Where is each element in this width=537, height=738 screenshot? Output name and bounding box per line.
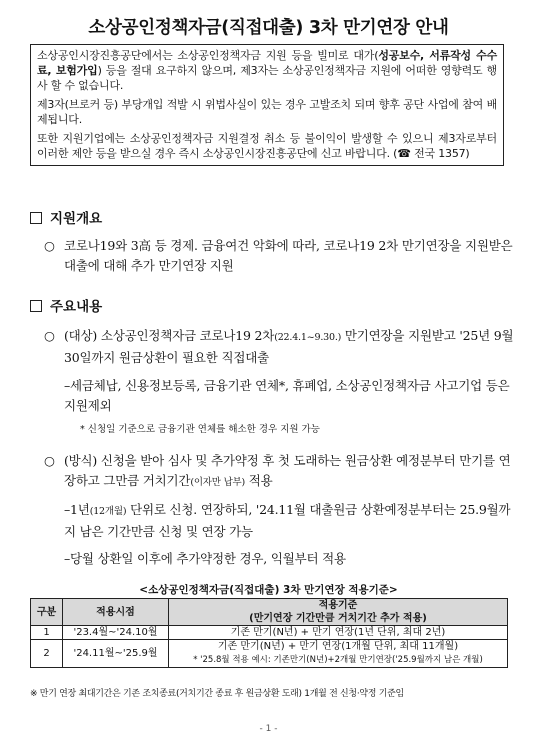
- section-heading-label: 주요내용: [50, 299, 103, 315]
- row-criteria: [169, 640, 508, 668]
- table-footnote: ※ 만기 연장 최대기간은 기존 조치종료(거치기간 종료 후 원금상환 도래) 1개월 전 신청·약정 기준임: [30, 689, 404, 699]
- method-text-part: (방식) 신청을 받아 심사 및 추가약정 후 첫 도래하는 원금상환 예정분부터 만기를 연장하고 그만큼 거치기간: [64, 453, 511, 488]
- notice-paragraph-2: 제3자(브로커 등) 부당개입 적발 시 위법사실이 있는 경우 고발조치 되며 향후 공단 사업에 참여 배제됩니다.: [37, 98, 497, 126]
- checkbox-square-icon: [30, 300, 42, 312]
- target-period: (22.4.1~9.30.): [274, 332, 342, 343]
- target-text-part: 만기연장을 지원받고 '25년 9월 30일까지 원금상환이 필요한 직접대출: [64, 328, 514, 365]
- method-text-part: 적용: [245, 473, 273, 488]
- header-criteria: [169, 599, 508, 626]
- notice-text: ) 등을 절대 요구하지 않으며, 제3자는 소상공인정책자금 지원에 어떠한 영향력도 행사 할 수 없습니다.: [37, 64, 497, 92]
- table-row: [31, 640, 508, 668]
- header-criteria-subtitle: (만기연장 기간만큼 거치기간 추가 적용): [249, 613, 427, 624]
- notice-bold-fees: 성공보수, 서류작성 수수료, 보험가입: [37, 49, 497, 77]
- table-row: [31, 626, 508, 640]
- overview-bullet: ○: [44, 238, 55, 253]
- method-text: [64, 451, 516, 493]
- method-bullet: ○: [44, 453, 55, 468]
- row-criteria: 기존 만기(N년) + 만기 연장(1년 단위, 최대 2년): [169, 626, 508, 640]
- warning-notice-box: [30, 44, 504, 166]
- section-heading-overview: [30, 207, 102, 227]
- criteria-table: [30, 598, 508, 668]
- section-heading-details: [30, 295, 102, 315]
- target-exclusion: –세금체납, 신용정보등록, 금융기관 연체*, 휴폐업, 소상공인정책자금 사고기업 등은 지원제외: [64, 378, 510, 413]
- phone-icon: ☎: [397, 147, 411, 160]
- method-detail-2: –당월 상환일 이후에 추가약정한 경우, 익월부터 적용: [64, 551, 346, 566]
- page-number: - 1 -: [259, 724, 278, 734]
- section-heading-label: 지원개요: [50, 211, 103, 227]
- row-period: '23.4월~'24.10월: [63, 626, 169, 640]
- target-text-part: (대상) 소상공인정책자금 코로나19 2차: [64, 328, 275, 343]
- row-number: 2: [31, 640, 63, 668]
- method-detail-small: (12개월): [89, 506, 127, 517]
- row-number: 1: [31, 626, 63, 640]
- notice-text: 소상공인시장진흥공단에서는 소상공인정책자금 지원 등을 빌미로 대가(: [37, 49, 379, 62]
- header-period: 적용시점: [63, 599, 169, 626]
- header-category: 구분: [31, 599, 63, 626]
- method-note: (이자만 납부): [190, 477, 246, 488]
- header-criteria-title: 적용기준: [318, 600, 358, 611]
- row-period: '24.11월~'25.9월: [63, 640, 169, 668]
- table-header-row: [31, 599, 508, 626]
- notice-paragraph-3: [37, 131, 497, 161]
- method-detail-part: –1년: [64, 502, 90, 517]
- method-detail-1: [64, 500, 516, 542]
- target-bullet: ○: [44, 328, 55, 343]
- row-criteria-main: 기존 만기(N년) + 만기 연장(1개월 단위, 최대 11개월): [217, 641, 459, 652]
- method-detail-part: 단위로 신청. 연장하되, '24.11월 대출원금 상환예정분부터는 25.9월까지 남은 기간만큼 신청 및 연장 가능: [64, 502, 511, 539]
- notice-text: 전국 1357): [410, 147, 470, 160]
- notice-paragraph-1: [37, 48, 497, 93]
- page-title: 소상공인정책자금(직접대출) 3차 만기연장 안내: [88, 18, 449, 38]
- notice-text: 또한 지원기업에는 소상공인정책자금 지원결정 취소 등 불이익이 발생할 수 있으니 제3자로부터 이러한 제안 등을 받으실 경우 즉시 소상공인시장진흥공단에 신고 바랍니다. (: [37, 132, 497, 160]
- target-text: [64, 326, 516, 368]
- exclusion-note: * 신청일 기준으로 금융기관 연체를 해소한 경우 지원 가능: [80, 424, 320, 435]
- row-criteria-note: * '25.8월 적용 예시: 기존만기(N년)+2개월 만기연장('25.9월까지 남은 개월): [193, 655, 483, 665]
- checkbox-square-icon: [30, 212, 42, 224]
- overview-text: 코로나19와 3高 등 경제. 금융여건 악화에 따라, 코로나19 2차 만기연장을 지원받은 대출에 대해 추가 만기연장 지원: [64, 238, 513, 273]
- table-caption: <소상공인정책자금(직접대출) 3차 만기연장 적용기준>: [139, 584, 398, 596]
